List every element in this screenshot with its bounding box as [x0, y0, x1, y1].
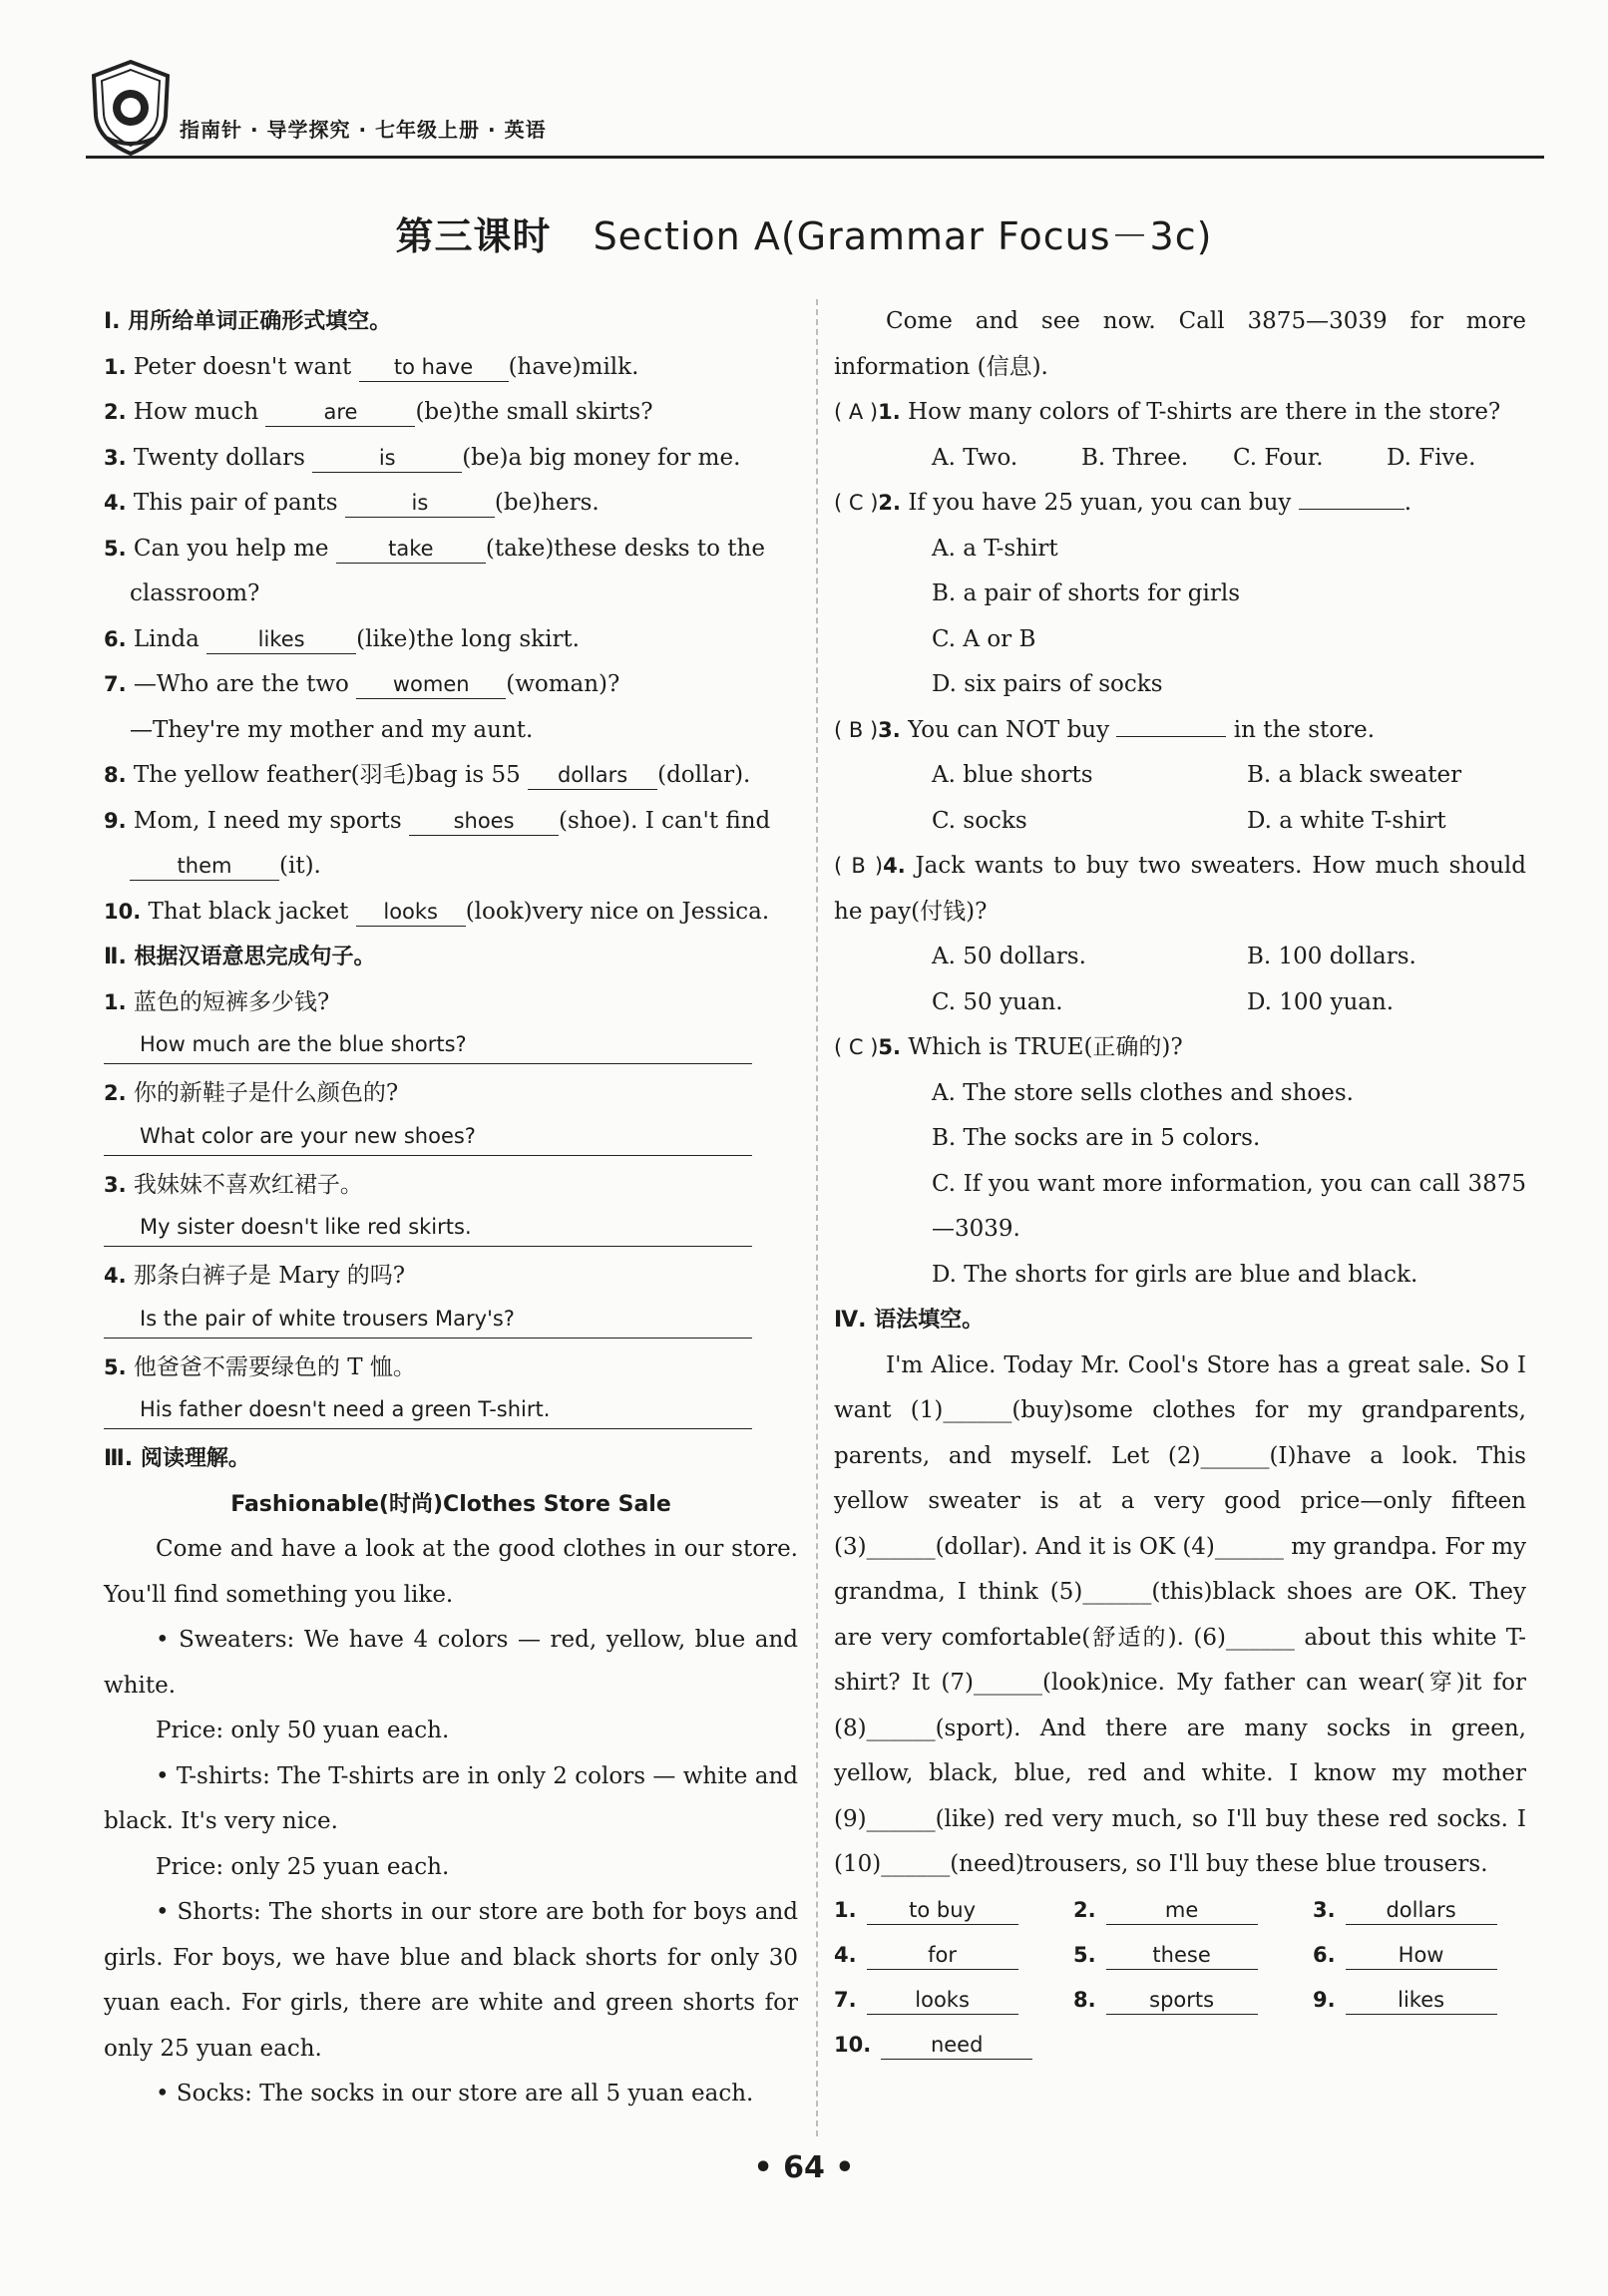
right-column [834, 299, 1526, 2068]
section-3-heading: Ⅲ. 阅读理解。 [104, 1446, 250, 1471]
cloze-answer: 8. sports [1073, 1978, 1313, 2023]
article-paragraph: • T-shirts: The T-shirts are in only 2 colors — white and black. It's very nice. [104, 1762, 798, 1834]
exercise-1-item: 5. Can you help me take (take)these desks to the [104, 535, 765, 562]
cloze-answer: 3. dollars [1313, 1888, 1532, 1933]
translation-answer: How much are the blue shorts? [104, 1025, 752, 1064]
article-paragraph: Price: only 50 yuan each. [156, 1718, 450, 1743]
question-options: A. blue shorts B. a black sweater [932, 762, 1462, 788]
section-2-heading: Ⅱ. 根据汉语意思完成句子。 [104, 945, 376, 969]
answer-blank: are [265, 398, 415, 427]
answer-blank: dollars [528, 761, 657, 790]
question-options: A. Two. B. Three. C. Four. D. Five. [932, 444, 1476, 471]
column-divider [816, 299, 819, 2136]
answer-blank: likes [206, 625, 356, 654]
question-option: A. The store sells clothes and shoes. [932, 1079, 1354, 1106]
translation-prompt: 3. 我妹妹不喜欢红裙子。 [104, 1171, 363, 1198]
question-options: C. socks D. a white T-shirt [932, 807, 1446, 834]
question-option: B. The socks are in 5 colors. [932, 1125, 1261, 1151]
article-paragraph: Price: only 25 yuan each. [156, 1853, 450, 1880]
page-title [0, 205, 1608, 260]
question-3: ( B )3. You can NOT buy in the store. [834, 716, 1376, 743]
answer-letter: C [848, 491, 864, 515]
exercise-1-item: 2. How much are (be)the small skirts? [104, 399, 653, 425]
cloze-passage: I'm Alice. Today Mr. Cool's Store has a great sale. So I want (1)______(buy)some clothes for my grandparents, parents, and myself. Let (2)______(I)have a look. This yellow sweater is at a very good price—only fifteen (3)______(dollar). And it is OK (4)______ my grandpa. For my grandma, I think (5)______(this)black shoes are OK. They are very comfortable(舒适的). (6)______ about this white T-shirt? It (7)______(look)nice. My father can wear(穿)it for (8)______(sport). And there are many socks in green, yellow, black, blue, red and white. I know my mother (9)______(like) red very much, so I'll buy these red socks. I (10)______(need)trousers, so I'll buy these blue trousers. [834, 1351, 1527, 1877]
answer-blank: looks [356, 898, 466, 927]
article-paragraph: Come and see now. Call 3875—3039 for more information (信息). [834, 308, 1526, 380]
cloze-answer: 4. for [834, 1933, 1073, 1978]
answer-blank: is [345, 489, 495, 518]
left-column [104, 299, 798, 2117]
answer-letter: A [848, 400, 864, 424]
cloze-answer: 1. to buy [834, 1888, 1073, 1933]
badge-logo-icon [86, 58, 176, 158]
question-4: ( B )4. Jack wants to buy two sweaters. How much should he pay(付钱)? [834, 853, 1526, 925]
answer-blank: take [336, 535, 486, 564]
question-1: ( A )1. How many colors of T-shirts are there in the store? [834, 399, 1501, 425]
question-option: C. A or B [932, 625, 1036, 652]
answer-blank: women [356, 670, 506, 699]
section-label: Section A(Grammar Focus－3c) [593, 214, 1213, 258]
cloze-answer: 10. need [834, 2023, 1073, 2068]
article-paragraph: • Shorts: The shorts in our store are both for boys and girls. For boys, we have blue and black shorts for only 30 yuan each. For girls, there are white and green shorts for only 25 yuan each. [104, 1899, 798, 2062]
translation-answer: His father doesn't need a green T-shirt. [104, 1390, 752, 1429]
exercise-1-item: 9. Mom, I need my sports shoes (shoe). I can't find [104, 807, 771, 834]
translation-prompt: 4. 那条白裤子是 Mary 的吗? [104, 1263, 406, 1289]
article-paragraph: • Sweaters: We have 4 colors — red, yellow, blue and white. [104, 1627, 798, 1699]
cloze-answer: 7. looks [834, 1978, 1073, 2023]
section-4-heading: Ⅳ. 语法填空。 [834, 1308, 985, 1333]
answer-letter: B [851, 854, 866, 878]
question-option: D. The shorts for girls are blue and black. [932, 1261, 1418, 1288]
cloze-answer: 9. likes [1313, 1978, 1532, 2023]
answer-letter: C [848, 1035, 864, 1059]
exercise-1-continuation: classroom? [130, 580, 260, 606]
question-option: B. a pair of shorts for girls [932, 580, 1241, 606]
lesson-label: 第三课时 [395, 214, 552, 258]
cloze-answer: 6. How [1313, 1933, 1532, 1978]
translation-answer: My sister doesn't like red skirts. [104, 1208, 752, 1247]
question-option: A. a T-shirt [932, 535, 1058, 562]
exercise-1-item: 4. This pair of pants is (be)hers. [104, 490, 600, 516]
exercise-1-item: 8. The yellow feather(羽毛)bag is 55 dollars (dollar). [104, 762, 751, 788]
header-title: 指南针 · 导学探究 · 七年级上册 · 英语 [180, 118, 547, 142]
cloze-answer: 5. these [1073, 1933, 1313, 1978]
answer-blank: is [312, 444, 462, 473]
exercise-1-item: 3. Twenty dollars is (be)a big money for me. [104, 444, 741, 471]
article-paragraph: • Socks: The socks in our store are all 5 yuan each. [156, 2081, 754, 2106]
answer-blank: them [130, 852, 279, 881]
exercise-1-continuation: them (it). [130, 844, 798, 890]
exercise-1-item: 10. That black jacket looks (look)very nice on Jessica. [104, 898, 770, 925]
header-rule [86, 156, 1544, 159]
question-5: ( C )5. Which is TRUE(正确的)? [834, 1034, 1183, 1060]
exercise-1-item: 7. —Who are the two women (woman)? [104, 671, 620, 697]
answer-blank: to have [359, 353, 509, 382]
translation-prompt: 2. 你的新鞋子是什么颜色的? [104, 1080, 399, 1106]
article-paragraph: Come and have a look at the good clothes in our store. You'll find something you like. [104, 1536, 798, 1608]
translation-answer: What color are your new shoes? [104, 1117, 752, 1156]
question-2: ( C )2. If you have 25 yuan, you can buy . [834, 490, 1412, 516]
section-1-heading: Ⅰ. 用所给单词正确形式填空。 [104, 309, 392, 334]
answer-blank: shoes [409, 807, 559, 836]
question-options: C. 50 yuan. D. 100 yuan. [932, 988, 1395, 1015]
question-option: D. six pairs of socks [932, 671, 1163, 697]
translation-prompt: 5. 他爸爸不需要绿色的 T 恤。 [104, 1353, 416, 1380]
cloze-answer: 2. me [1073, 1888, 1313, 1933]
exercise-1-item: 1. Peter doesn't want to have (have)milk. [104, 353, 639, 380]
answer-letter: B [848, 717, 864, 742]
translation-answer: Is the pair of white trousers Mary's? [104, 1300, 752, 1339]
article-title: Fashionable(时尚)Clothes Store Sale [230, 1491, 671, 1517]
exercise-1-item: 6. Linda likes (like)the long skirt. [104, 625, 580, 652]
question-options: A. 50 dollars. B. 100 dollars. [932, 944, 1416, 969]
translation-prompt: 1. 蓝色的短裤多少钱? [104, 988, 330, 1015]
question-option: C. If you want more information, you can call 3875 —3039. [932, 1170, 1526, 1242]
page-header [86, 58, 1542, 158]
exercise-1-continuation: —They're my mother and my aunt. [130, 716, 534, 743]
cloze-answer-grid [834, 1888, 1526, 2068]
page-number: • 64 • [753, 2150, 855, 2185]
